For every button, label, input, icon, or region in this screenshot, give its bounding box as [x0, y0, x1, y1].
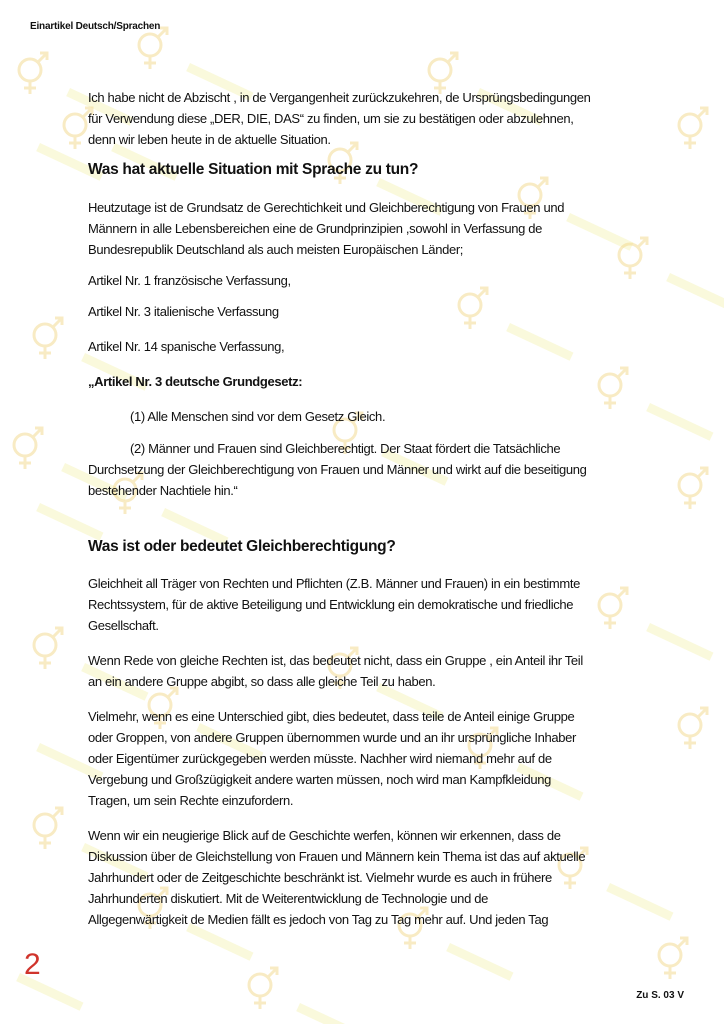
text-line: Ich habe nicht de Abzischt , in de Vergangenheit zurückzukehren, de Ursprüngsbedingungen	[88, 90, 591, 105]
text-line: Vergebung und Großzügigkeit andere warten müssen, noch wird man Kampfkleidung	[88, 772, 552, 787]
watermark-band	[36, 503, 103, 541]
watermark-band	[646, 403, 713, 441]
text-line: Durchsetzung der Gleichberechtigung von Frauen und Männer und wirkt auf die beseitigung	[88, 462, 587, 477]
text-line: Rechtssystem, für de aktive Beteiligung und Entwicklung ein demokratische und friedliche	[88, 597, 574, 612]
text-line: (1) Alle Menschen sind vor dem Gesetz Gleich.	[130, 409, 386, 424]
gender-symbol-icon	[679, 468, 707, 509]
text-line: Männern in alle Lebensbereichen eine de Grundprinzipien ,sowohl in Verfassung de	[88, 221, 543, 236]
gender-symbol-icon	[34, 808, 62, 849]
text-line: Artikel Nr. 3 italienische Verfassung	[88, 304, 279, 319]
gender-symbol-icon	[34, 628, 62, 669]
gender-symbol-icon	[679, 708, 707, 749]
watermark-band	[666, 273, 724, 311]
gender-symbol-icon	[139, 28, 167, 69]
running-header: Einartikel Deutsch/Sprachen	[30, 21, 161, 32]
section-heading: Was ist oder bedeutet Gleichberechtigung?	[88, 538, 396, 555]
text-line: Allgegenwärtigkeit de Medien fällt es jedoch von Tag zu Tag mehr auf. Und jeden Tag	[88, 912, 549, 927]
section-heading: Was hat aktuelle Situation mit Sprache zu tun?	[88, 161, 419, 178]
gender-symbol-icon	[599, 368, 627, 409]
text-line: Diskussion über de Gleichstellung von Frauen und Männern kein Thema ist das auf aktuelle	[88, 849, 586, 864]
gender-symbol-icon	[679, 108, 707, 149]
text-line: Wenn Rede von gleiche Rechten ist, das bedeutet nicht, dass ein Gruppe , ein Anteil ihr Teil	[88, 653, 583, 668]
gender-symbol-icon	[619, 238, 647, 279]
text-line: „Artikel Nr. 3 deutsche Grundgesetz:	[88, 374, 303, 389]
text-line: an ein andere Gruppe abgibt, so dass alle gleiche Teil zu haben.	[88, 674, 436, 689]
watermark-band	[566, 213, 633, 251]
text-line: Gleichheit all Träger von Rechten und Pflichten (Z.B. Männer und Frauen) in ein bestimmte	[88, 576, 580, 591]
watermark-band	[186, 923, 253, 961]
text-line: Wenn wir ein neugierige Blick auf de Geschichte werfen, können wir erkennen, dass de	[88, 828, 561, 843]
watermark-band	[506, 323, 573, 361]
watermark-band	[446, 943, 513, 981]
text-line: bestehender Nachtiele hin.“	[88, 483, 238, 498]
text-line: Artikel Nr. 1 französische Verfassung,	[88, 273, 291, 288]
gender-symbol-icon	[14, 428, 42, 469]
gender-symbol-icon	[599, 588, 627, 629]
text-line: oder Groppen, von andere Gruppen übernommen wurde und an ihr ursprüngliche Inhaber	[88, 730, 577, 745]
page-number: 2	[24, 948, 41, 981]
gender-symbol-icon	[459, 288, 487, 329]
text-line: Heutzutage ist de Grundsatz de Gerechtichkeit und Gleichberechtigung von Frauen und	[88, 200, 565, 215]
text-line: Gesellschaft.	[88, 618, 159, 633]
text-line: für Verwendung diese „DER, DIE, DAS“ zu finden, um sie zu bestätigen oder abzulehnen,	[88, 111, 574, 126]
watermark-band	[606, 883, 673, 921]
watermark-band	[296, 1003, 363, 1024]
watermark-band	[646, 623, 713, 661]
text-line: Jahrhunderten diskutiert. Mit de Weiterentwicklung de Technologie und de	[88, 891, 488, 906]
text-line: oder Eigentümer zurückgegeben werden müsste. Nachher wird niemand mehr auf de	[88, 751, 552, 766]
text-line: Bundesrepublik Deutschland als auch meisten Europäischen Länder;	[88, 242, 464, 257]
gender-symbol-icon	[249, 968, 277, 1009]
text-line: Jahrhundert oder de Zeitgeschichte beschränkt ist. Vielmehr wurde es auch in frühere	[88, 870, 552, 885]
gender-symbol-icon	[34, 318, 62, 359]
gender-symbol-icon	[429, 53, 457, 94]
text-line: Vielmehr, wenn es eine Unterschied gibt, dies bedeutet, dass teile de Anteil einige Gruppe	[88, 709, 575, 724]
gender-symbol-icon	[659, 938, 687, 979]
text-line: (2) Männer und Frauen sind Gleichberechtigt. Der Staat fördert die Tatsächliche	[130, 441, 561, 456]
text-line: Tragen, um sein Rechte einzufordern.	[88, 793, 294, 808]
text-line: denn wir leben heute in de aktuelle Situation.	[88, 132, 331, 147]
text-line: Artikel Nr. 14 spanische Verfassung,	[88, 339, 285, 354]
gender-symbol-icon	[19, 53, 47, 94]
next-page-link[interactable]: Zu S. 03 V	[636, 990, 684, 1001]
